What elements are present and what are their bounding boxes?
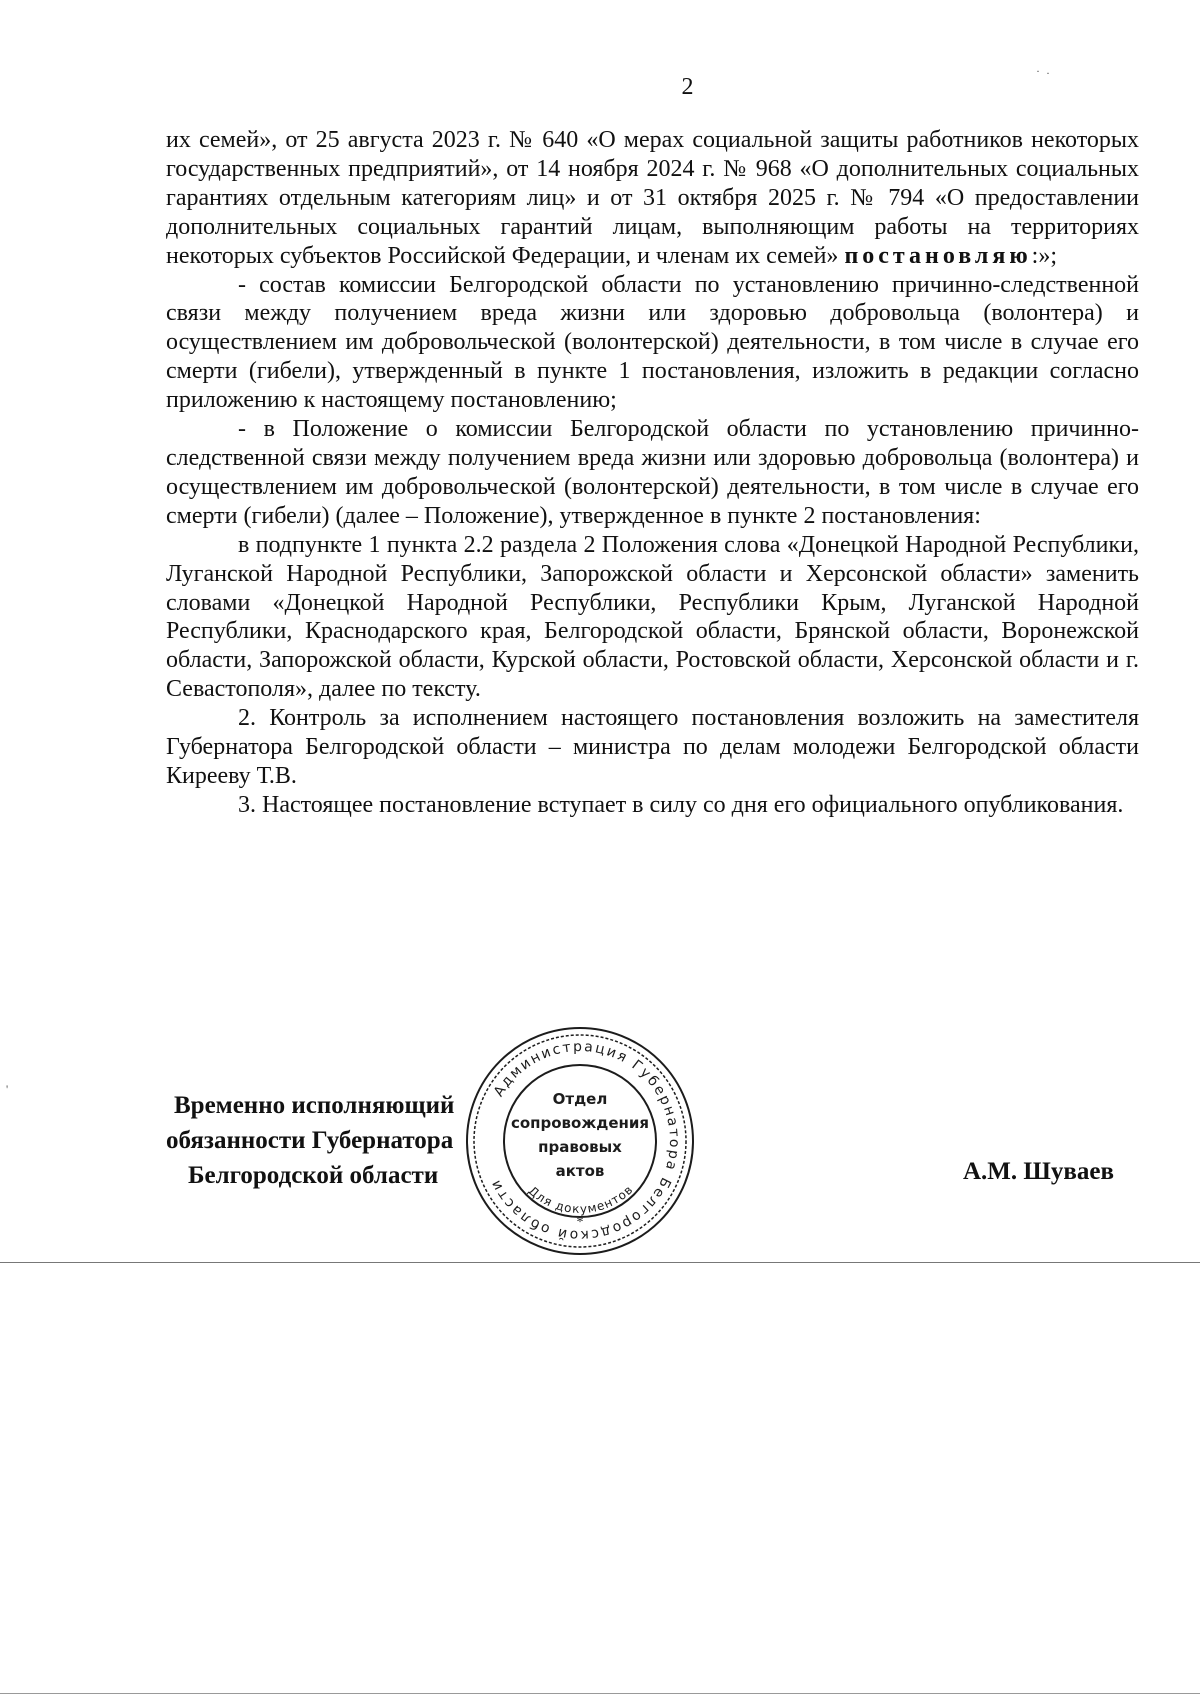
signatory-title — [166, 1088, 454, 1193]
document-body — [166, 126, 1139, 820]
signatory-title-line: обязанности Губернатора — [166, 1127, 454, 1154]
scan-speck: · — [1036, 64, 1040, 78]
official-stamp — [463, 1024, 697, 1258]
stamp-center-line: сопровождения — [510, 1114, 650, 1132]
paragraph-subclause-change: в подпункте 1 пункта 2.2 раздела 2 Положения слова «Донецкой Народной Республики, Луганской Народной Республики, Запорожской области и Херсонской области» заменить словами «Донецкой Народной Республики, Республики Крым, Луганской Народной Республики, Краснодарского края, Белгородской области, Брянской области, Воронежской области, Запорожской области, Курской области, Ростовской области, Херсонской области и г. Севастополя», далее по тексту. — [166, 531, 1139, 703]
stamp-center-line: правовых — [538, 1138, 622, 1156]
resolution-keyword: постановляю — [844, 242, 1032, 269]
paragraph-control: 2. Контроль за исполнением настоящего постановления возложить на заместителя Губернатора Белгородской области – министра по делам молодежи Белгородской области Кирееву Т.В. — [166, 705, 1139, 789]
paragraph-commission-composition: - состав комиссии Белгородской области по установлению причинно-следственной связи между получением вреда жизни или здоровью добровольца (волонтера) и осуществлением им добровольческой (волонтерской) деятельности, в том числе в случае его смерти (гибели), утвержденный в пункте 1 постановления, изложить в редакции согласно приложению к настоящему постановлению; — [166, 271, 1139, 414]
stamp-star: * — [576, 1215, 584, 1230]
stamp-center-line: актов — [555, 1162, 605, 1180]
scan-edge-line — [0, 1262, 1200, 1263]
stamp-bottom-text: Для документов — [525, 1182, 636, 1217]
paragraph-continuation: их семей», от 25 августа 2023 г. № 640 «О мерах социальной защиты работников некоторых государственных предприятий», от 14 ноября 2024 г. № 968 «О дополнительных социальных гарантиях отдельным категориям лиц» и от 31 октября 2025 г. № 794 «О предоставлении дополнительных социальных гарантий лицам, выполняющим работы на территориях некоторых субъектов Российской Федерации, и членам их семей» постановляю:»; — [166, 127, 1139, 269]
signatory-name: А.М. Шуваев — [963, 1158, 1114, 1185]
scan-speck: · — [1046, 66, 1050, 80]
svg-text:Для документов — [526, 1182, 636, 1216]
scan-edge-line — [0, 1693, 1200, 1694]
stamp-outer-text: Администрация Губернатора Белгородской области — [486, 1038, 683, 1244]
page-number: 2 — [681, 74, 694, 100]
signatory-title-line: Временно исполняющий — [174, 1092, 455, 1119]
stamp-center-line: Отдел — [552, 1090, 608, 1108]
signatory-title-line: Белгородской области — [188, 1162, 439, 1189]
paragraph-effective-date: 3. Настоящее постановление вступает в силу со дня его официального опубликования. — [238, 791, 1124, 818]
scan-speck: ' — [6, 1082, 9, 1096]
paragraph-regulation-change: - в Положение о комиссии Белгородской области по установлению причинно-следственной связи между получением вреда жизни или здоровью добровольца (волонтера) и осуществлением им добровольческой (волонтерской) деятельности, в том числе в случае его смерти (гибели) (далее – Положение), утвержденное в пункте 2 постановления: — [166, 416, 1139, 529]
